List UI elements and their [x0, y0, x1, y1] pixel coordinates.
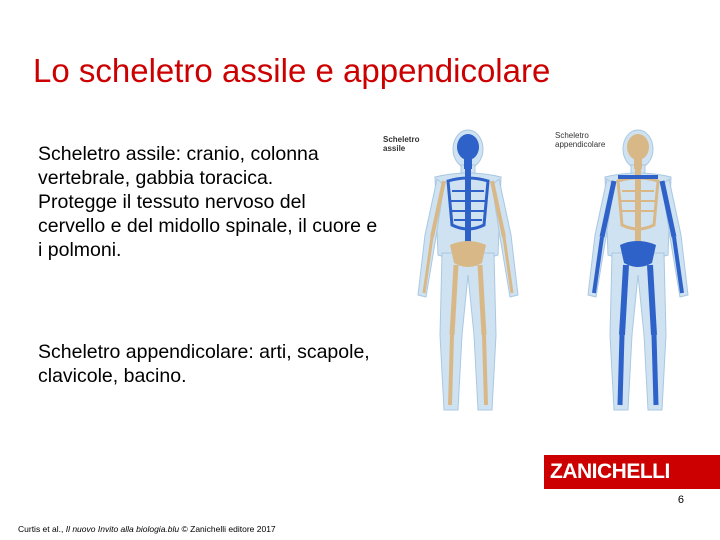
axial-description: : cranio, colonna vertebrale, gabbia toracica.: [38, 143, 319, 189]
appendicular-figure-label: Scheletro appendicolare: [555, 131, 606, 149]
axial-figure-label: Scheletro assile: [383, 135, 420, 153]
skeleton-figure: [380, 125, 710, 425]
axial-note: Protegge il tessuto nervoso del cervello e del midollo spinale, il cuore e i polmoni.: [38, 191, 378, 261]
appendicular-skeleton-text: [38, 340, 378, 388]
footer-credit: [18, 524, 276, 534]
footer-publisher: © Zanichelli editore 2017: [179, 524, 276, 534]
axial-term: Scheletro assile: [38, 143, 176, 165]
appendicular-description: : arti, scapole, clavicole, bacino.: [38, 341, 370, 387]
footer-authors: Curtis et al.,: [18, 524, 66, 534]
axial-skeleton-drawing: [418, 130, 518, 410]
skeleton-illustration: [380, 125, 710, 425]
zanichelli-logo: ZANICHELLI: [544, 455, 720, 489]
axial-skeleton-text: [38, 142, 378, 262]
appendicular-skeleton-drawing: [588, 130, 688, 410]
footer-book-title: Il nuovo Invito alla biologia.blu: [65, 524, 180, 534]
axial-definition: [38, 142, 378, 190]
page-number: 6: [677, 494, 684, 506]
appendicular-definition: [38, 340, 378, 388]
appendicular-term: Scheletro appendicolare: [38, 341, 249, 363]
slide-title: Lo scheletro assile e appendicolare: [33, 52, 551, 89]
